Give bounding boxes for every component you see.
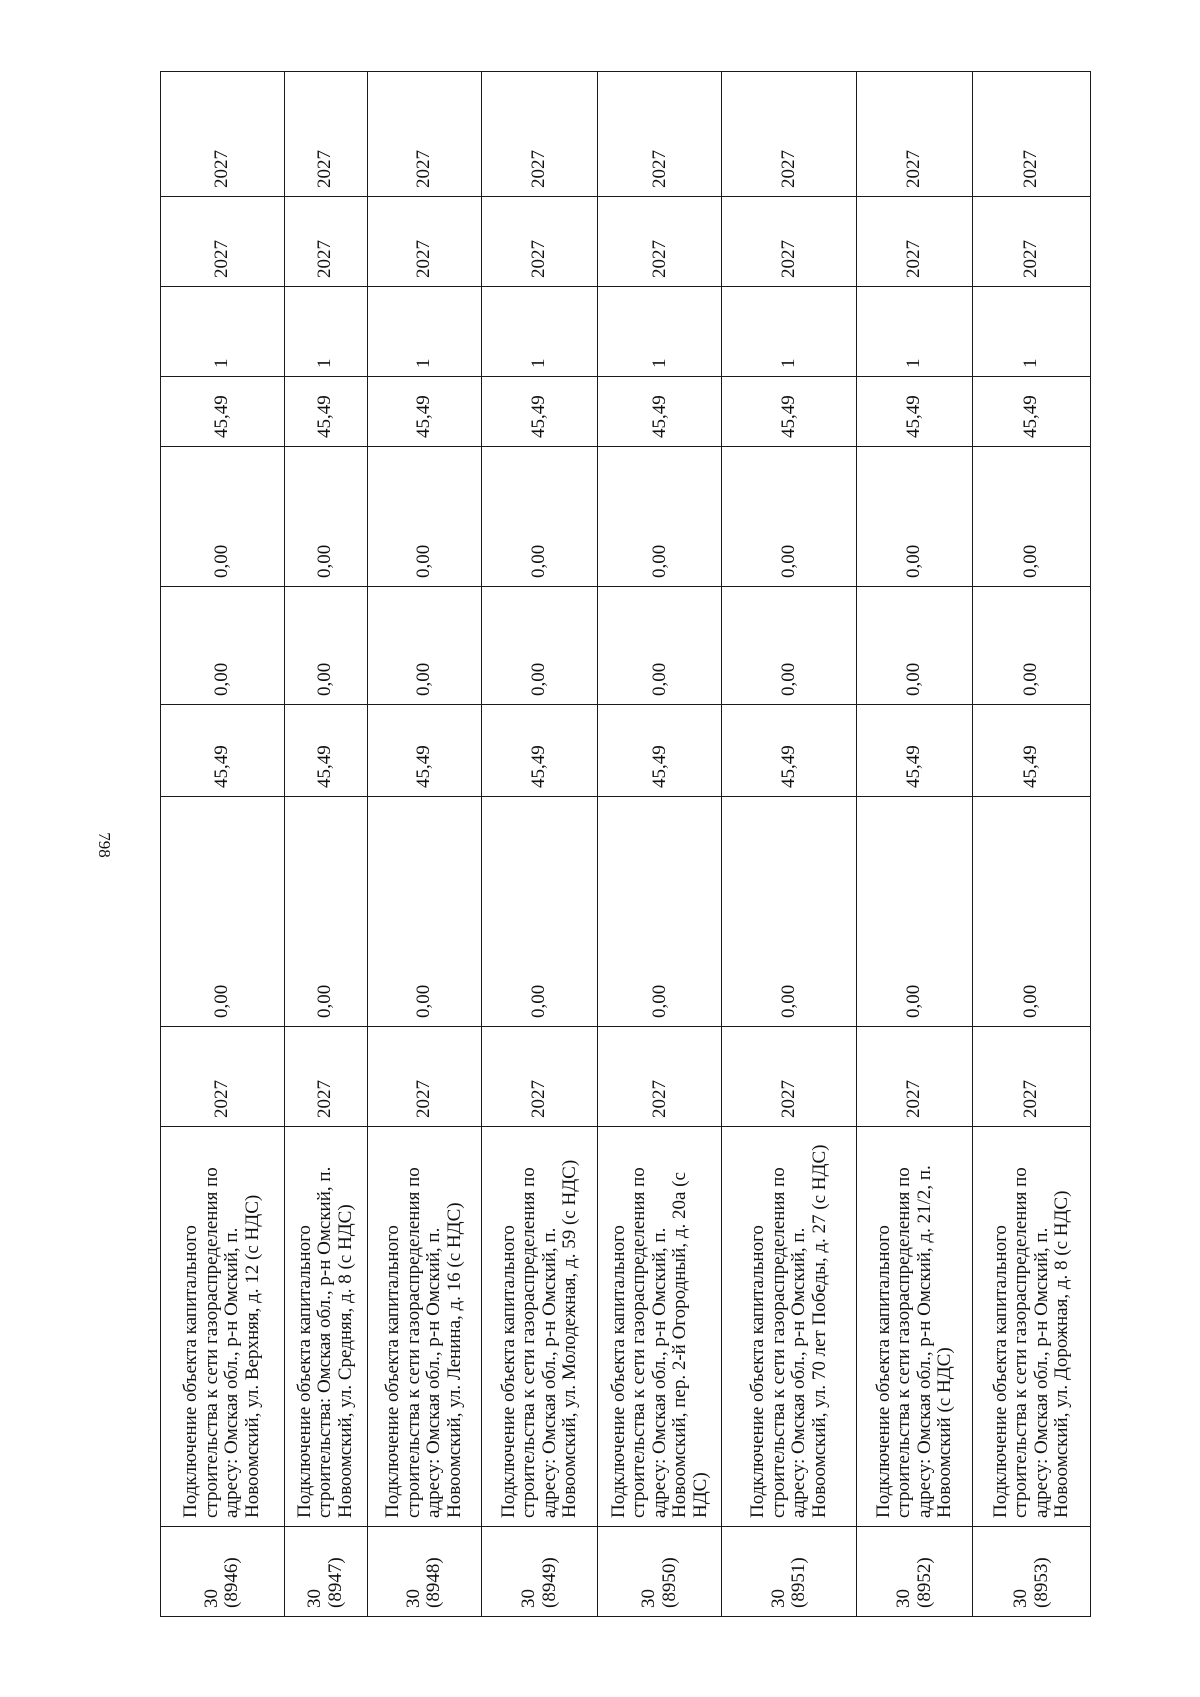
value-cell-5: 45,49: [284, 377, 367, 447]
value-cell-2: 45,49: [598, 705, 722, 797]
description-cell: Подключение объекта капитального строительства к сети газораспределения по адресу: Омская обл., р-н Омский, п. Новоомский, ул. 70 лет Победы, д. 27 (с НДС): [722, 1127, 857, 1527]
year-cell-b: 2027: [284, 72, 367, 197]
year-cell-a: 2027: [481, 197, 598, 287]
year-cell-b: 2027: [481, 72, 598, 197]
year-cell-b: 2027: [161, 72, 285, 197]
value-cell-4: 0,00: [973, 447, 1091, 587]
row-code: (8949): [538, 1557, 560, 1608]
quantity-cell: 1: [481, 287, 598, 377]
quantity-cell: 1: [598, 287, 722, 377]
year-cell-b: 2027: [598, 72, 722, 197]
start-year-cell: 2027: [973, 1027, 1091, 1127]
description-cell: Подключение объекта капитального строительства: Омская обл., р-н Омский, п. Новоомский, ул. Средняя, д. 8 (с НДС): [284, 1127, 367, 1527]
table-row: [598, 72, 722, 1617]
row-number-cell: [973, 1527, 1091, 1617]
row-number-cell: [856, 1527, 973, 1617]
table-row: [284, 72, 367, 1617]
year-cell-a: 2027: [284, 197, 367, 287]
rotated-table-container: [160, 72, 1091, 1617]
row-number-cell: [284, 1527, 367, 1617]
start-year-cell: 2027: [284, 1027, 367, 1127]
row-number-cell: [481, 1527, 598, 1617]
value-cell-2: 45,49: [973, 705, 1091, 797]
start-year-cell: 2027: [722, 1027, 857, 1127]
year-cell-a: 2027: [973, 197, 1091, 287]
year-cell-a: 2027: [598, 197, 722, 287]
description-cell: Подключение объекта капитального строительства к сети газораспределения по адресу: Омская обл., р-н Омский, п. Новоомский, ул. Молодежная, д. 59 (с НДС): [481, 1127, 598, 1527]
value-cell-4: 0,00: [367, 447, 481, 587]
value-cell-3: 0,00: [598, 587, 722, 705]
year-cell-b: 2027: [722, 72, 857, 197]
value-cell-3: 0,00: [856, 587, 973, 705]
value-cell-5: 45,49: [722, 377, 857, 447]
table-row: [722, 72, 857, 1617]
row-number: 30: [304, 1589, 326, 1608]
table-row: [161, 72, 285, 1617]
start-year-cell: 2027: [598, 1027, 722, 1127]
value-cell-4: 0,00: [598, 447, 722, 587]
value-cell-1: 0,00: [284, 797, 367, 1027]
table-row: [481, 72, 598, 1617]
description-cell: Подключение объекта капитального строительства к сети газораспределения по адресу: Омская обл., р-н Омский, п. Новоомский, ул. Верхняя, д. 12 (с НДС): [161, 1127, 285, 1527]
value-cell-2: 45,49: [481, 705, 598, 797]
row-code: (8953): [1030, 1557, 1052, 1608]
value-cell-3: 0,00: [367, 587, 481, 705]
year-cell-a: 2027: [722, 197, 857, 287]
row-code: (8950): [658, 1557, 680, 1608]
table-row: [367, 72, 481, 1617]
value-cell-4: 0,00: [284, 447, 367, 587]
row-number: 30: [518, 1589, 540, 1608]
start-year-cell: 2027: [481, 1027, 598, 1127]
row-number-cell: [722, 1527, 857, 1617]
quantity-cell: 1: [856, 287, 973, 377]
row-code: (8946): [221, 1557, 243, 1608]
row-code: (8948): [423, 1557, 445, 1608]
value-cell-3: 0,00: [973, 587, 1091, 705]
value-cell-2: 45,49: [856, 705, 973, 797]
table-row: [973, 72, 1091, 1617]
value-cell-1: 0,00: [722, 797, 857, 1027]
value-cell-5: 45,49: [161, 377, 285, 447]
value-cell-5: 45,49: [856, 377, 973, 447]
quantity-cell: 1: [161, 287, 285, 377]
value-cell-5: 45,49: [973, 377, 1091, 447]
year-cell-a: 2027: [367, 197, 481, 287]
investment-table: [160, 71, 1091, 1617]
description-cell: Подключение объекта капитального строительства к сети газораспределения по адресу: Омская обл., р-н Омский, д. 21/2, п. Новоомский (с НДС): [856, 1127, 973, 1527]
row-number-cell: [367, 1527, 481, 1617]
description-cell: Подключение объекта капитального строительства к сети газораспределения по адресу: Омская обл., р-н Омский, п. Новоомский, ул. Ленина, д. 16 (с НДС): [367, 1127, 481, 1527]
quantity-cell: 1: [722, 287, 857, 377]
row-number-cell: [598, 1527, 722, 1617]
table-row: [856, 72, 973, 1617]
row-number: 30: [1010, 1589, 1032, 1608]
start-year-cell: 2027: [856, 1027, 973, 1127]
start-year-cell: 2027: [367, 1027, 481, 1127]
value-cell-1: 0,00: [161, 797, 285, 1027]
page-number: 798: [95, 832, 114, 858]
row-number: 30: [200, 1589, 222, 1608]
row-code: (8951): [788, 1557, 810, 1608]
value-cell-1: 0,00: [481, 797, 598, 1027]
start-year-cell: 2027: [161, 1027, 285, 1127]
value-cell-2: 45,49: [161, 705, 285, 797]
description-cell: Подключение объекта капитального строительства к сети газораспределения по адресу: Омская обл., р-н Омский, п. Новоомский, ул. Дорожная, д. 8 (с НДС): [973, 1127, 1091, 1527]
value-cell-5: 45,49: [367, 377, 481, 447]
value-cell-1: 0,00: [367, 797, 481, 1027]
value-cell-1: 0,00: [598, 797, 722, 1027]
table-body: [161, 72, 1091, 1617]
value-cell-3: 0,00: [161, 587, 285, 705]
value-cell-5: 45,49: [598, 377, 722, 447]
row-number: 30: [767, 1589, 789, 1608]
quantity-cell: 1: [973, 287, 1091, 377]
value-cell-2: 45,49: [284, 705, 367, 797]
value-cell-4: 0,00: [161, 447, 285, 587]
year-cell-b: 2027: [973, 72, 1091, 197]
value-cell-2: 45,49: [722, 705, 857, 797]
row-number: 30: [402, 1589, 424, 1608]
quantity-cell: 1: [284, 287, 367, 377]
row-number-cell: [161, 1527, 285, 1617]
value-cell-3: 0,00: [722, 587, 857, 705]
value-cell-3: 0,00: [481, 587, 598, 705]
row-code: (8952): [913, 1557, 935, 1608]
value-cell-3: 0,00: [284, 587, 367, 705]
value-cell-4: 0,00: [722, 447, 857, 587]
year-cell-a: 2027: [161, 197, 285, 287]
value-cell-1: 0,00: [973, 797, 1091, 1027]
description-cell: Подключение объекта капитального строительства к сети газораспределения по адресу: Омская обл., р-н Омский, п. Новоомский, пер. 2-й Огородный, д. 20а (с НДС): [598, 1127, 722, 1527]
value-cell-5: 45,49: [481, 377, 598, 447]
value-cell-4: 0,00: [856, 447, 973, 587]
value-cell-4: 0,00: [481, 447, 598, 587]
quantity-cell: 1: [367, 287, 481, 377]
row-number: 30: [893, 1589, 915, 1608]
row-number: 30: [638, 1589, 660, 1608]
value-cell-2: 45,49: [367, 705, 481, 797]
row-code: (8947): [324, 1557, 346, 1608]
year-cell-b: 2027: [367, 72, 481, 197]
year-cell-a: 2027: [856, 197, 973, 287]
value-cell-1: 0,00: [856, 797, 973, 1027]
year-cell-b: 2027: [856, 72, 973, 197]
